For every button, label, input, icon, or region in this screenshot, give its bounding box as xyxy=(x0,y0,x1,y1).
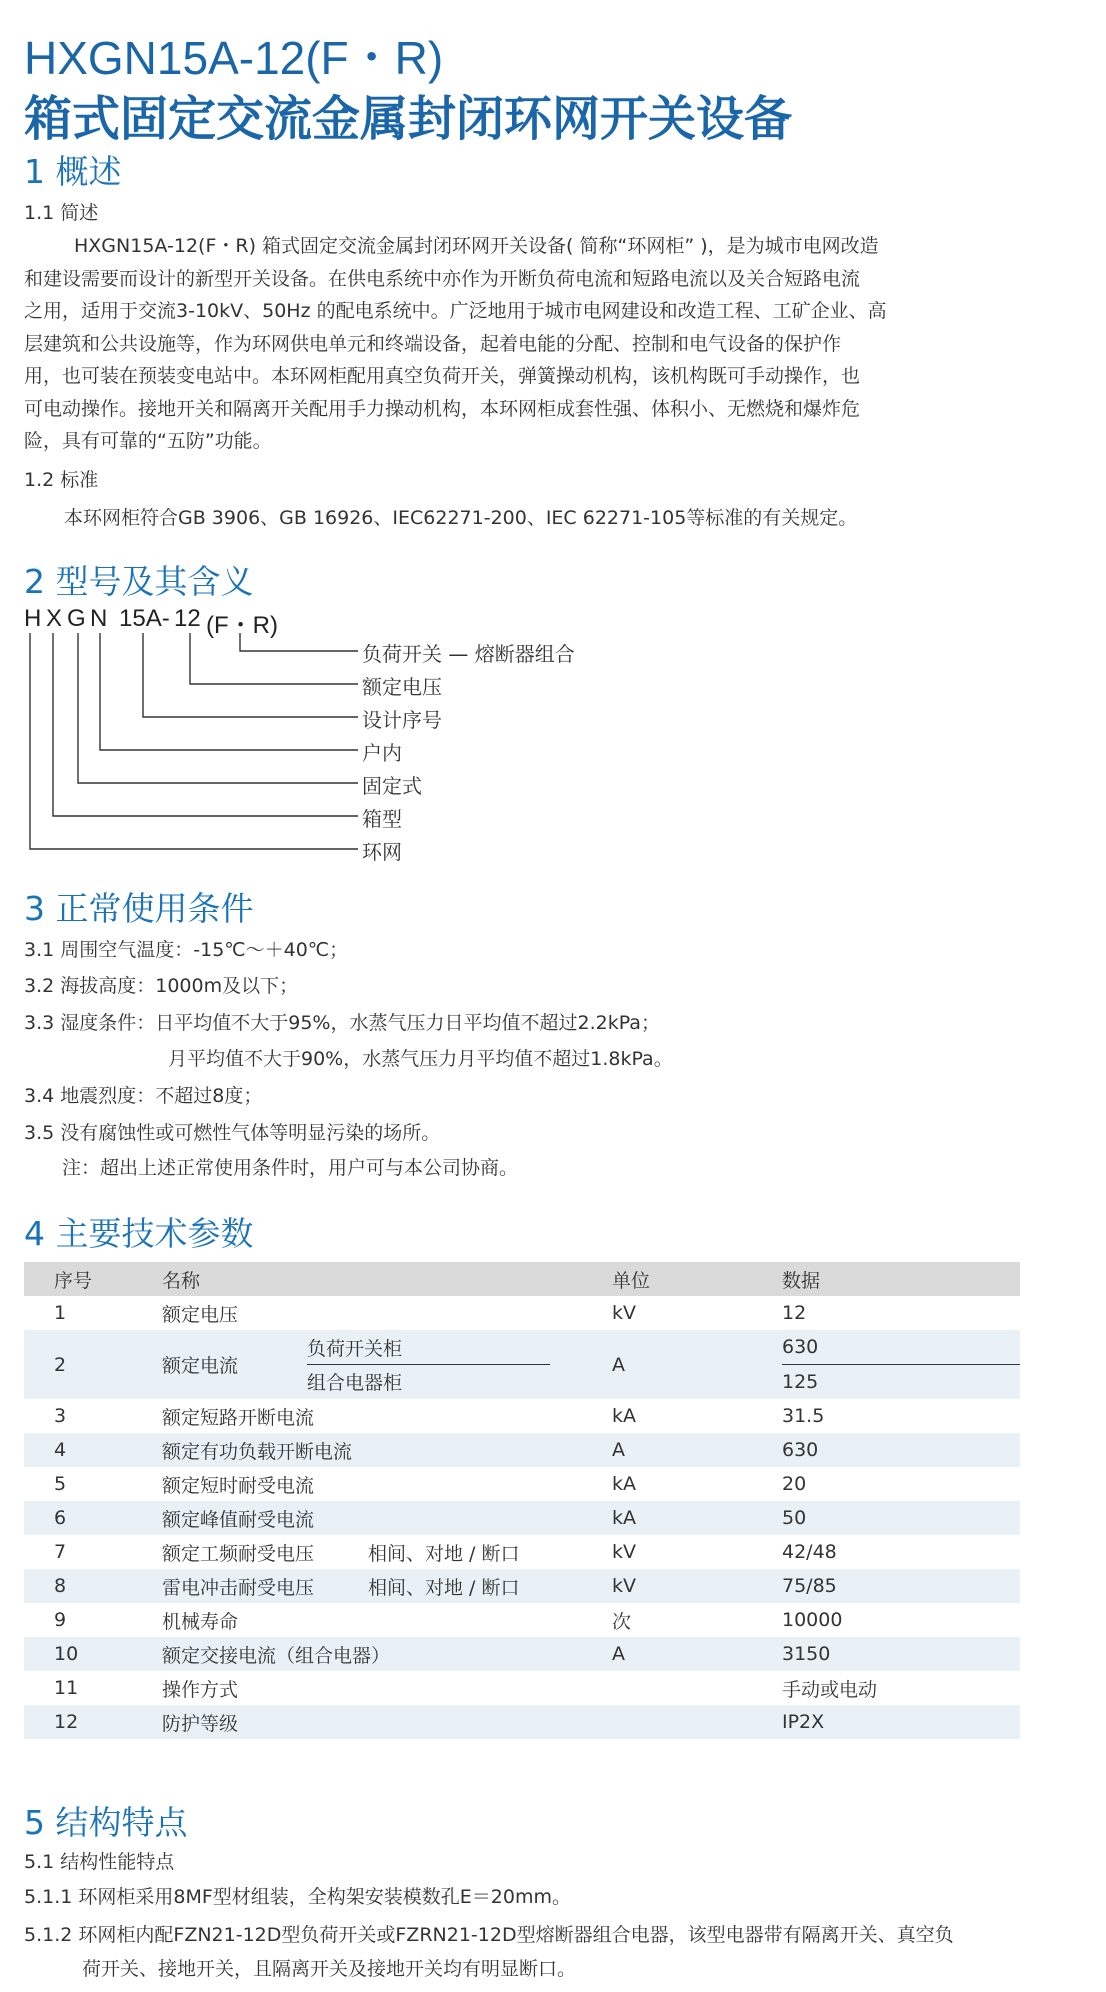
row-value: 75/85 xyxy=(782,1569,1020,1603)
row-note: 相间、对地 / 断口 xyxy=(368,1576,520,1599)
row-unit xyxy=(612,1671,782,1705)
row-no: 6 xyxy=(24,1501,162,1535)
product-name-title: 箱式固定交流金属封闭环网开关设备 xyxy=(24,93,793,146)
section-5-heading: 5 结构特点 xyxy=(24,1803,188,1842)
row-unit: 次 xyxy=(612,1610,632,1633)
row-value: 20 xyxy=(782,1473,807,1495)
row-name: 机械寿命 xyxy=(162,1610,239,1633)
row-unit: kA xyxy=(612,1405,637,1427)
row-unit: A xyxy=(612,1637,782,1671)
row-note: 相间、对地 / 断口 xyxy=(368,1542,520,1565)
row-no: 12 xyxy=(24,1705,162,1739)
condition-temperature: 3.1 周围空气温度：-15℃～＋40℃； xyxy=(24,939,349,961)
table-row xyxy=(24,1433,1020,1467)
header-unit: 单位 xyxy=(612,1262,782,1296)
table-row xyxy=(24,1671,1020,1705)
row-name-with-note xyxy=(162,1569,612,1603)
row-value: 630 xyxy=(782,1330,1020,1365)
model-code-x: X xyxy=(46,605,63,632)
row-name: 操作方式 xyxy=(162,1678,239,1701)
row-value: IP2X xyxy=(782,1705,1020,1739)
feature-5-1-1: 5.1.1 环网柜采用8MF型材组装，全构架安装模数孔E＝20mm。 xyxy=(24,1886,571,1908)
row-no: 3 xyxy=(54,1405,67,1427)
meaning-label-combination: 负荷开关 — 熔断器组合 xyxy=(362,642,575,666)
condition-humidity: 3.3 湿度条件：日平均值不大于95%，水蒸气压力日平均值不超过2.2kPa； xyxy=(24,1012,660,1034)
table-row xyxy=(24,1637,1020,1671)
condition-seismic: 3.4 地震烈度：不超过8度； xyxy=(24,1085,263,1107)
row-value: 630 xyxy=(782,1433,1020,1467)
row-value: 31.5 xyxy=(782,1405,825,1427)
row-name: 额定有功负载开断电流 xyxy=(162,1433,612,1467)
row-no: 1 xyxy=(54,1302,67,1324)
condition-note: 注：超出上述正常使用条件时，用户可与本公司协商。 xyxy=(62,1157,519,1179)
row-name: 额定电压 xyxy=(162,1303,239,1326)
section-2-heading: 2 型号及其含义 xyxy=(24,562,254,601)
table-row xyxy=(24,1535,1020,1569)
row-no: 8 xyxy=(24,1569,162,1603)
row-unit: kA xyxy=(612,1473,637,1495)
meaning-label-fixed: 固定式 xyxy=(362,774,422,798)
table-row xyxy=(24,1501,1020,1535)
feature-5-1-2: 5.1.2 环网柜内配FZN21-12D型负荷开关或FZRN21-12D型熔断器组合电器，该型电器带有隔离开关、真空负 xyxy=(24,1924,954,1946)
row-name: 额定短时耐受电流 xyxy=(162,1474,315,1497)
table-row xyxy=(24,1569,1020,1603)
table-row xyxy=(24,1705,1020,1739)
row-name: 额定交接电流（组合电器） xyxy=(162,1637,612,1671)
table-header-row xyxy=(24,1262,1020,1296)
row-unit xyxy=(612,1705,782,1739)
row-value: 3150 xyxy=(782,1637,1020,1671)
row-name: 额定峰值耐受电流 xyxy=(162,1501,612,1535)
row-value: 手动或电动 xyxy=(782,1678,878,1701)
row-unit: A xyxy=(612,1433,782,1467)
model-code-voltage: 12 xyxy=(174,605,201,632)
row-name: 雷电冲击耐受电压 xyxy=(162,1576,315,1599)
model-code-h: H xyxy=(24,605,42,632)
row-no: 11 xyxy=(54,1677,79,1699)
row-name-with-note xyxy=(162,1535,612,1569)
row-name: 额定短路开断电流 xyxy=(162,1406,315,1429)
row-name: 防护等级 xyxy=(162,1705,612,1739)
row-value: 12 xyxy=(782,1302,807,1324)
model-code-g: G xyxy=(67,605,86,632)
overview-line: HXGN15A-12(F・R) 箱式固定交流金属封闭环网开关设备( 简称“环网柜” )，是为城市电网改造 xyxy=(74,235,879,257)
row-value: 42/48 xyxy=(782,1541,837,1563)
section-1-heading: 1 概述 xyxy=(24,152,122,191)
meaning-label-ring-network: 环网 xyxy=(362,840,402,864)
meaning-label-rated-voltage: 额定电压 xyxy=(362,675,442,699)
overview-line: 险，具有可靠的“五防”功能。 xyxy=(24,430,272,452)
row-subname-load-switch: 负荷开关柜 xyxy=(307,1331,550,1365)
feature-5-1-2-cont: 荷开关、接地开关，且隔离开关及接地开关均有明显断口。 xyxy=(82,1958,577,1980)
row-no: 5 xyxy=(54,1473,67,1495)
section-3-heading: 3 正常使用条件 xyxy=(24,889,254,928)
row-no: 9 xyxy=(54,1609,67,1631)
row-name-split xyxy=(162,1330,612,1399)
table-row xyxy=(24,1467,1020,1501)
overview-line: 和建设需要而设计的新型开关设备。在供电系统中亦作为开断负荷电流和短路电流以及关合短路电流 xyxy=(24,267,861,290)
header-no: 序号 xyxy=(24,1262,162,1296)
model-code-fr: (F・R) xyxy=(206,612,278,639)
section-4-heading: 4 主要技术参数 xyxy=(24,1214,254,1253)
model-code-design: 15A- xyxy=(119,605,170,632)
row-value: 50 xyxy=(782,1501,1020,1535)
condition-altitude: 3.2 海拔高度：1000m及以下； xyxy=(24,975,299,997)
meaning-label-box-type: 箱型 xyxy=(362,807,402,831)
section-1-2-subheading: 1.2 标准 xyxy=(24,469,99,491)
row-unit: kV xyxy=(612,1541,637,1563)
row-no: 7 xyxy=(54,1541,67,1563)
section-5-1-subheading: 5.1 结构性能特点 xyxy=(24,1851,175,1873)
row-name: 额定电流 xyxy=(162,1355,239,1377)
overview-line: 之用，适用于交流3-10kV、50Hz 的配电系统中。广泛地用于城市电网建设和改造工程、工矿企业、高 xyxy=(24,300,887,322)
condition-pollution: 3.5 没有腐蚀性或可燃性气体等明显污染的场所。 xyxy=(24,1122,441,1144)
header-value: 数据 xyxy=(782,1262,1020,1296)
row-value: 125 xyxy=(782,1365,1020,1400)
standards-text: 本环网柜符合GB 3906、GB 16926、IEC62271-200、IEC 62271-105等标准的有关规定。 xyxy=(64,507,858,529)
row-unit: kA xyxy=(612,1501,782,1535)
row-unit: kV xyxy=(612,1302,637,1324)
row-no: 10 xyxy=(24,1637,162,1671)
meaning-label-design-no: 设计序号 xyxy=(362,708,442,732)
row-subname-combination: 组合电器柜 xyxy=(307,1372,403,1394)
header-name: 名称 xyxy=(162,1262,612,1296)
row-no: 4 xyxy=(24,1433,162,1467)
overview-line: 层建筑和公共设施等，作为环网供电单元和终端设备，起着电能的分配、控制和电气设备的保护作 xyxy=(24,332,842,355)
overview-line: 用，也可装在预装变电站中。本环网柜配用真空负荷开关，弹簧操动机构，该机构既可手动操作，也 xyxy=(24,365,861,387)
table-row xyxy=(24,1603,1020,1637)
overview-line: 可电动操作。接地开关和隔离开关配用手力操动机构，本环网柜成套性强、体积小、无燃烧和爆炸危 xyxy=(24,397,861,420)
section-1-1-subheading: 1.1 简述 xyxy=(24,202,99,224)
table-row xyxy=(24,1296,1020,1330)
model-code-n: N xyxy=(90,605,108,632)
row-unit: kV xyxy=(612,1569,782,1603)
row-no: 2 xyxy=(24,1330,162,1399)
table-row xyxy=(24,1399,1020,1433)
parameters-table xyxy=(24,1262,1020,1739)
meaning-label-indoor: 户内 xyxy=(362,741,402,765)
condition-humidity-monthly: 月平均值不大于90%，水蒸气压力月平均值不超过1.8kPa。 xyxy=(168,1048,673,1070)
row-unit: A xyxy=(612,1330,782,1399)
product-model-title: HXGN15A-12(F・R) xyxy=(24,32,444,84)
table-row xyxy=(24,1330,1020,1365)
row-value: 10000 xyxy=(782,1609,843,1631)
row-name: 额定工频耐受电压 xyxy=(162,1542,315,1565)
